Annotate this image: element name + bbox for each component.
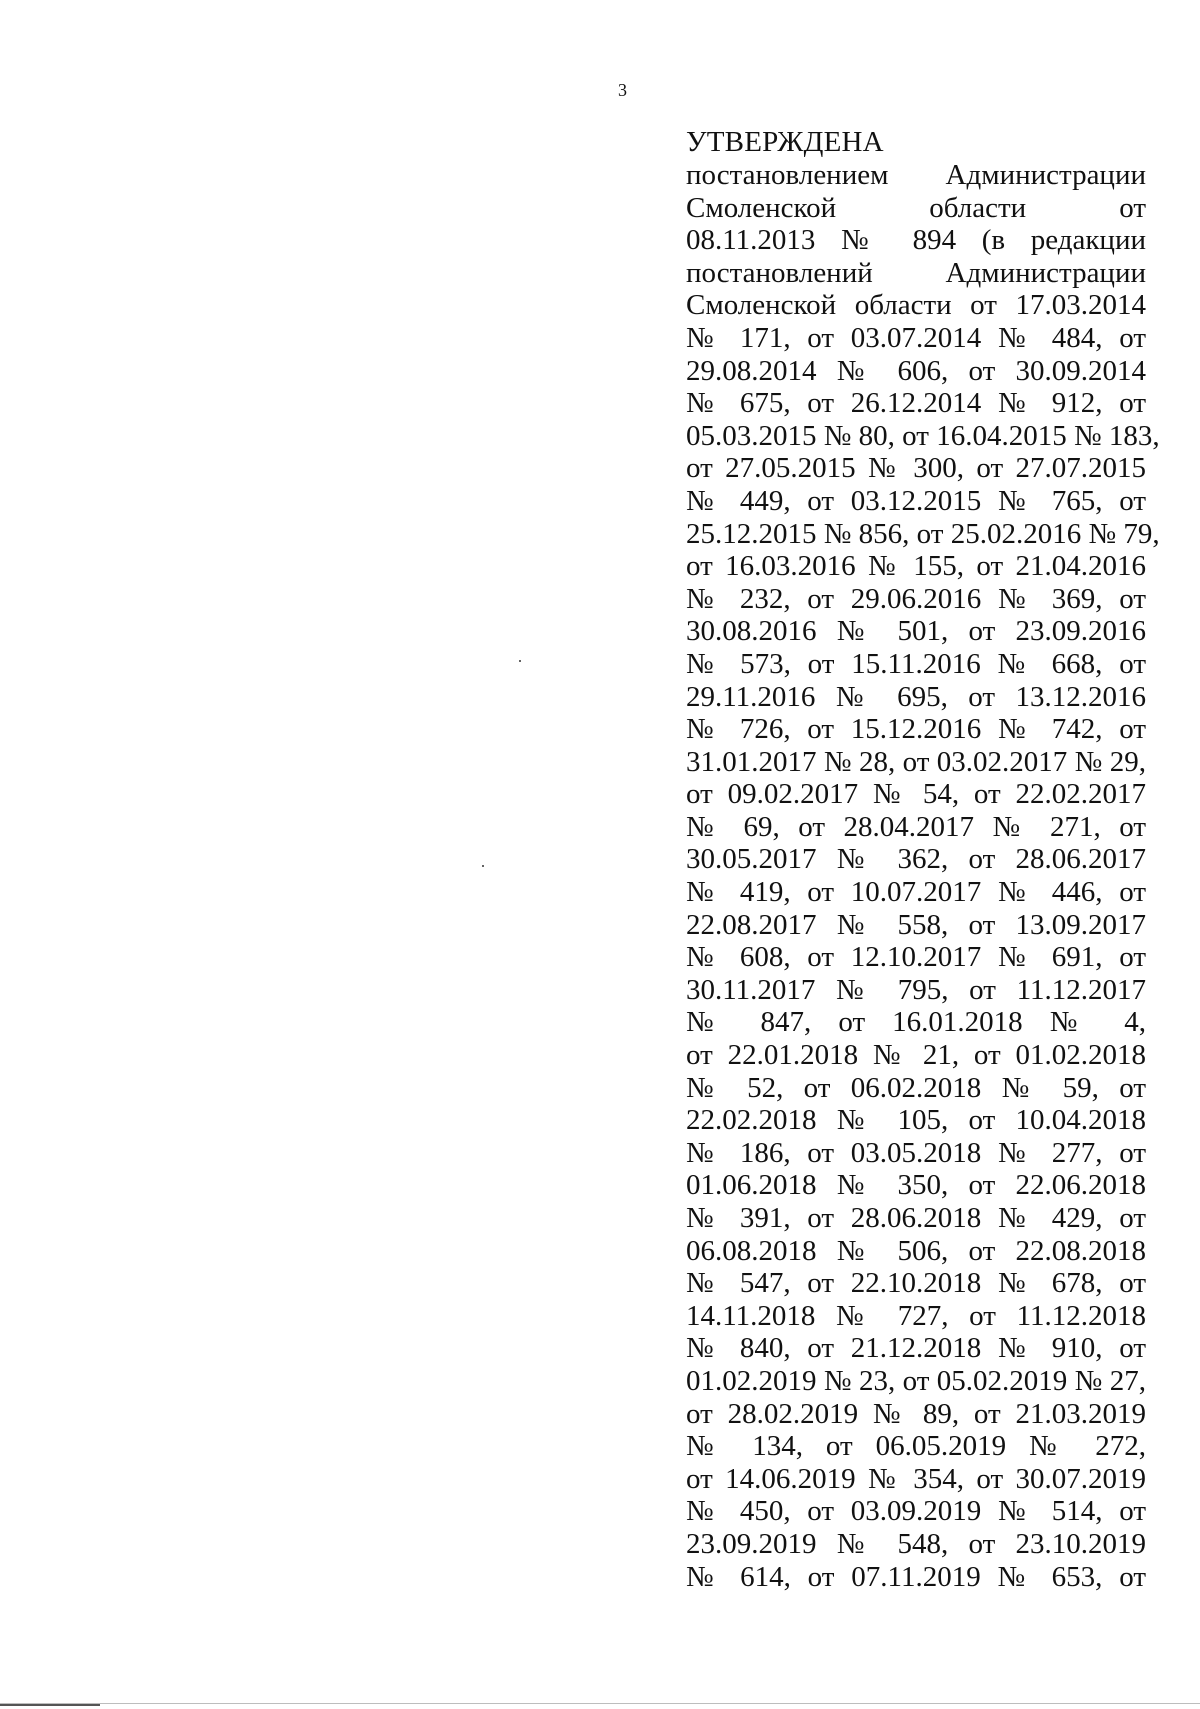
approval-line: № 232, от 29.06.2016 № 369, от — [686, 582, 1146, 615]
approval-line: 25.12.2015 № 856, от 25.02.2016 № 79, — [686, 517, 1160, 550]
approval-heading: УТВЕРЖДЕНА — [686, 126, 884, 158]
approval-line: № 726, от 15.12.2016 № 742, от — [686, 713, 1146, 746]
approval-line: № 847, от 16.01.2018 № 4, — [686, 1006, 1146, 1039]
approval-line: Смоленской области от — [686, 191, 1146, 224]
approval-line: постановлений Администрации — [686, 256, 1146, 289]
approval-line: № 675, от 26.12.2014 № 912, от — [686, 387, 1146, 420]
approval-line: 22.02.2018 № 105, от 10.04.2018 — [686, 1104, 1146, 1137]
approval-line: № 186, от 03.05.2018 № 277, от — [686, 1136, 1146, 1169]
approval-line: от 09.02.2017 № 54, от 22.02.2017 — [686, 778, 1146, 811]
page-edge-shadow — [0, 1704, 100, 1706]
approval-line: № 171, от 03.07.2014 № 484, от — [686, 321, 1146, 354]
approval-line: № 449, от 03.12.2015 № 765, от — [686, 484, 1146, 517]
approval-line: № 573, от 15.11.2016 № 668, от — [686, 647, 1146, 680]
approval-line: 29.11.2016 № 695, от 13.12.2016 — [686, 680, 1146, 713]
approval-line: № 52, от 06.02.2018 № 59, от — [686, 1071, 1146, 1104]
approval-line: 31.01.2017 № 28, от 03.02.2017 № 29, — [686, 745, 1146, 778]
approval-line: 30.08.2016 № 501, от 23.09.2016 — [686, 615, 1146, 648]
approval-line: 30.11.2017 № 795, от 11.12.2017 — [686, 973, 1146, 1006]
approval-line: № 69, от 28.04.2017 № 271, от — [686, 810, 1146, 843]
approval-line: 14.11.2018 № 727, от 11.12.2018 — [686, 1299, 1146, 1332]
approval-line: № 134, от 06.05.2019 № 272, — [686, 1430, 1146, 1463]
approval-line: 22.08.2017 № 558, от 13.09.2017 — [686, 908, 1146, 941]
approval-line: от 22.01.2018 № 21, от 01.02.2018 — [686, 1039, 1146, 1072]
approval-line: 05.03.2015 № 80, от 16.04.2015 № 183, — [686, 419, 1160, 452]
page-edge-line — [0, 1703, 1200, 1704]
approval-line: 30.05.2017 № 362, от 28.06.2017 — [686, 843, 1146, 876]
approval-line: № 391, от 28.06.2018 № 429, от — [686, 1202, 1146, 1234]
approval-line: от 14.06.2019 № 354, от 30.07.2019 — [686, 1462, 1146, 1495]
scan-speck — [482, 865, 484, 867]
approval-line: № 450, от 03.09.2019 № 514, от — [686, 1495, 1146, 1528]
approval-line: 08.11.2013 № 894 (в редакции — [686, 224, 1146, 257]
approval-block — [686, 126, 1160, 1593]
approval-line: 06.08.2018 № 506, от 22.08.2018 — [686, 1234, 1146, 1267]
page-number: 3 — [618, 80, 627, 100]
approval-line: 29.08.2014 № 606, от 30.09.2014 — [686, 354, 1146, 387]
approval-line: 01.02.2019 № 23, от 05.02.2019 № 27, — [686, 1364, 1146, 1397]
approval-line: № 608, от 12.10.2017 № 691, от — [686, 941, 1146, 974]
approval-lines — [686, 159, 1160, 1593]
approval-line: № 614, от 07.11.2019 № 653, от — [686, 1560, 1146, 1593]
approval-line: Смоленской области от 17.03.2014 — [686, 289, 1146, 322]
approval-line: от 28.02.2019 № 89, от 21.03.2019 — [686, 1397, 1146, 1430]
approval-line: от 16.03.2016 № 155, от 21.04.2016 — [686, 550, 1146, 583]
approval-line: 01.06.2018 № 350, от 22.06.2018 — [686, 1169, 1146, 1202]
scan-speck — [519, 660, 521, 662]
approval-line: постановлением Администрации — [686, 159, 1146, 191]
approval-line: от 27.05.2015 № 300, от 27.07.2015 — [686, 452, 1146, 485]
approval-line: № 547, от 22.10.2018 № 678, от — [686, 1267, 1146, 1300]
approval-line: 23.09.2019 № 548, от 23.10.2019 — [686, 1527, 1146, 1560]
approval-line: № 419, от 10.07.2017 № 446, от — [686, 876, 1146, 909]
approval-line: № 840, от 21.12.2018 № 910, от — [686, 1332, 1146, 1365]
